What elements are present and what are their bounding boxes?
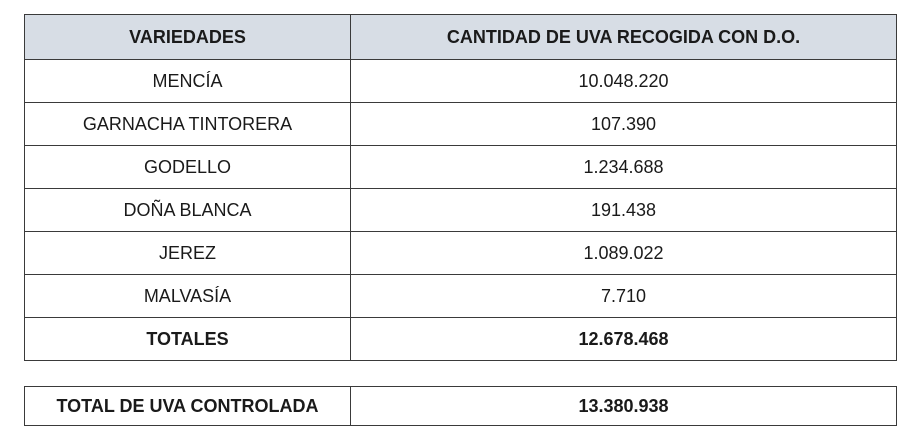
quantity-cell: 7.710 — [351, 275, 897, 318]
header-quantity: CANTIDAD DE UVA RECOGIDA CON D.O. — [351, 15, 897, 60]
grape-harvest-table — [24, 14, 897, 361]
quantity-cell: 1.234.688 — [351, 146, 897, 189]
summary-value: 13.380.938 — [351, 387, 897, 426]
table-row — [25, 146, 897, 189]
quantity-cell: 107.390 — [351, 103, 897, 146]
table-row — [25, 232, 897, 275]
table-row — [25, 60, 897, 103]
variety-cell: MENCÍA — [25, 60, 351, 103]
totals-label: TOTALES — [25, 318, 351, 361]
variety-cell: GARNACHA TINTORERA — [25, 103, 351, 146]
quantity-cell: 191.438 — [351, 189, 897, 232]
variety-cell: GODELLO — [25, 146, 351, 189]
controlled-grape-summary-table — [24, 386, 897, 426]
variety-cell: MALVASÍA — [25, 275, 351, 318]
header-varieties: VARIEDADES — [25, 15, 351, 60]
table-row — [25, 275, 897, 318]
totals-value: 12.678.468 — [351, 318, 897, 361]
variety-cell: JEREZ — [25, 232, 351, 275]
table-header-row — [25, 15, 897, 60]
summary-label: TOTAL DE UVA CONTROLADA — [25, 387, 351, 426]
quantity-cell: 1.089.022 — [351, 232, 897, 275]
table-row — [25, 103, 897, 146]
totals-row — [25, 318, 897, 361]
variety-cell: DOÑA BLANCA — [25, 189, 351, 232]
summary-row — [25, 387, 897, 426]
table-row — [25, 189, 897, 232]
quantity-cell: 10.048.220 — [351, 60, 897, 103]
